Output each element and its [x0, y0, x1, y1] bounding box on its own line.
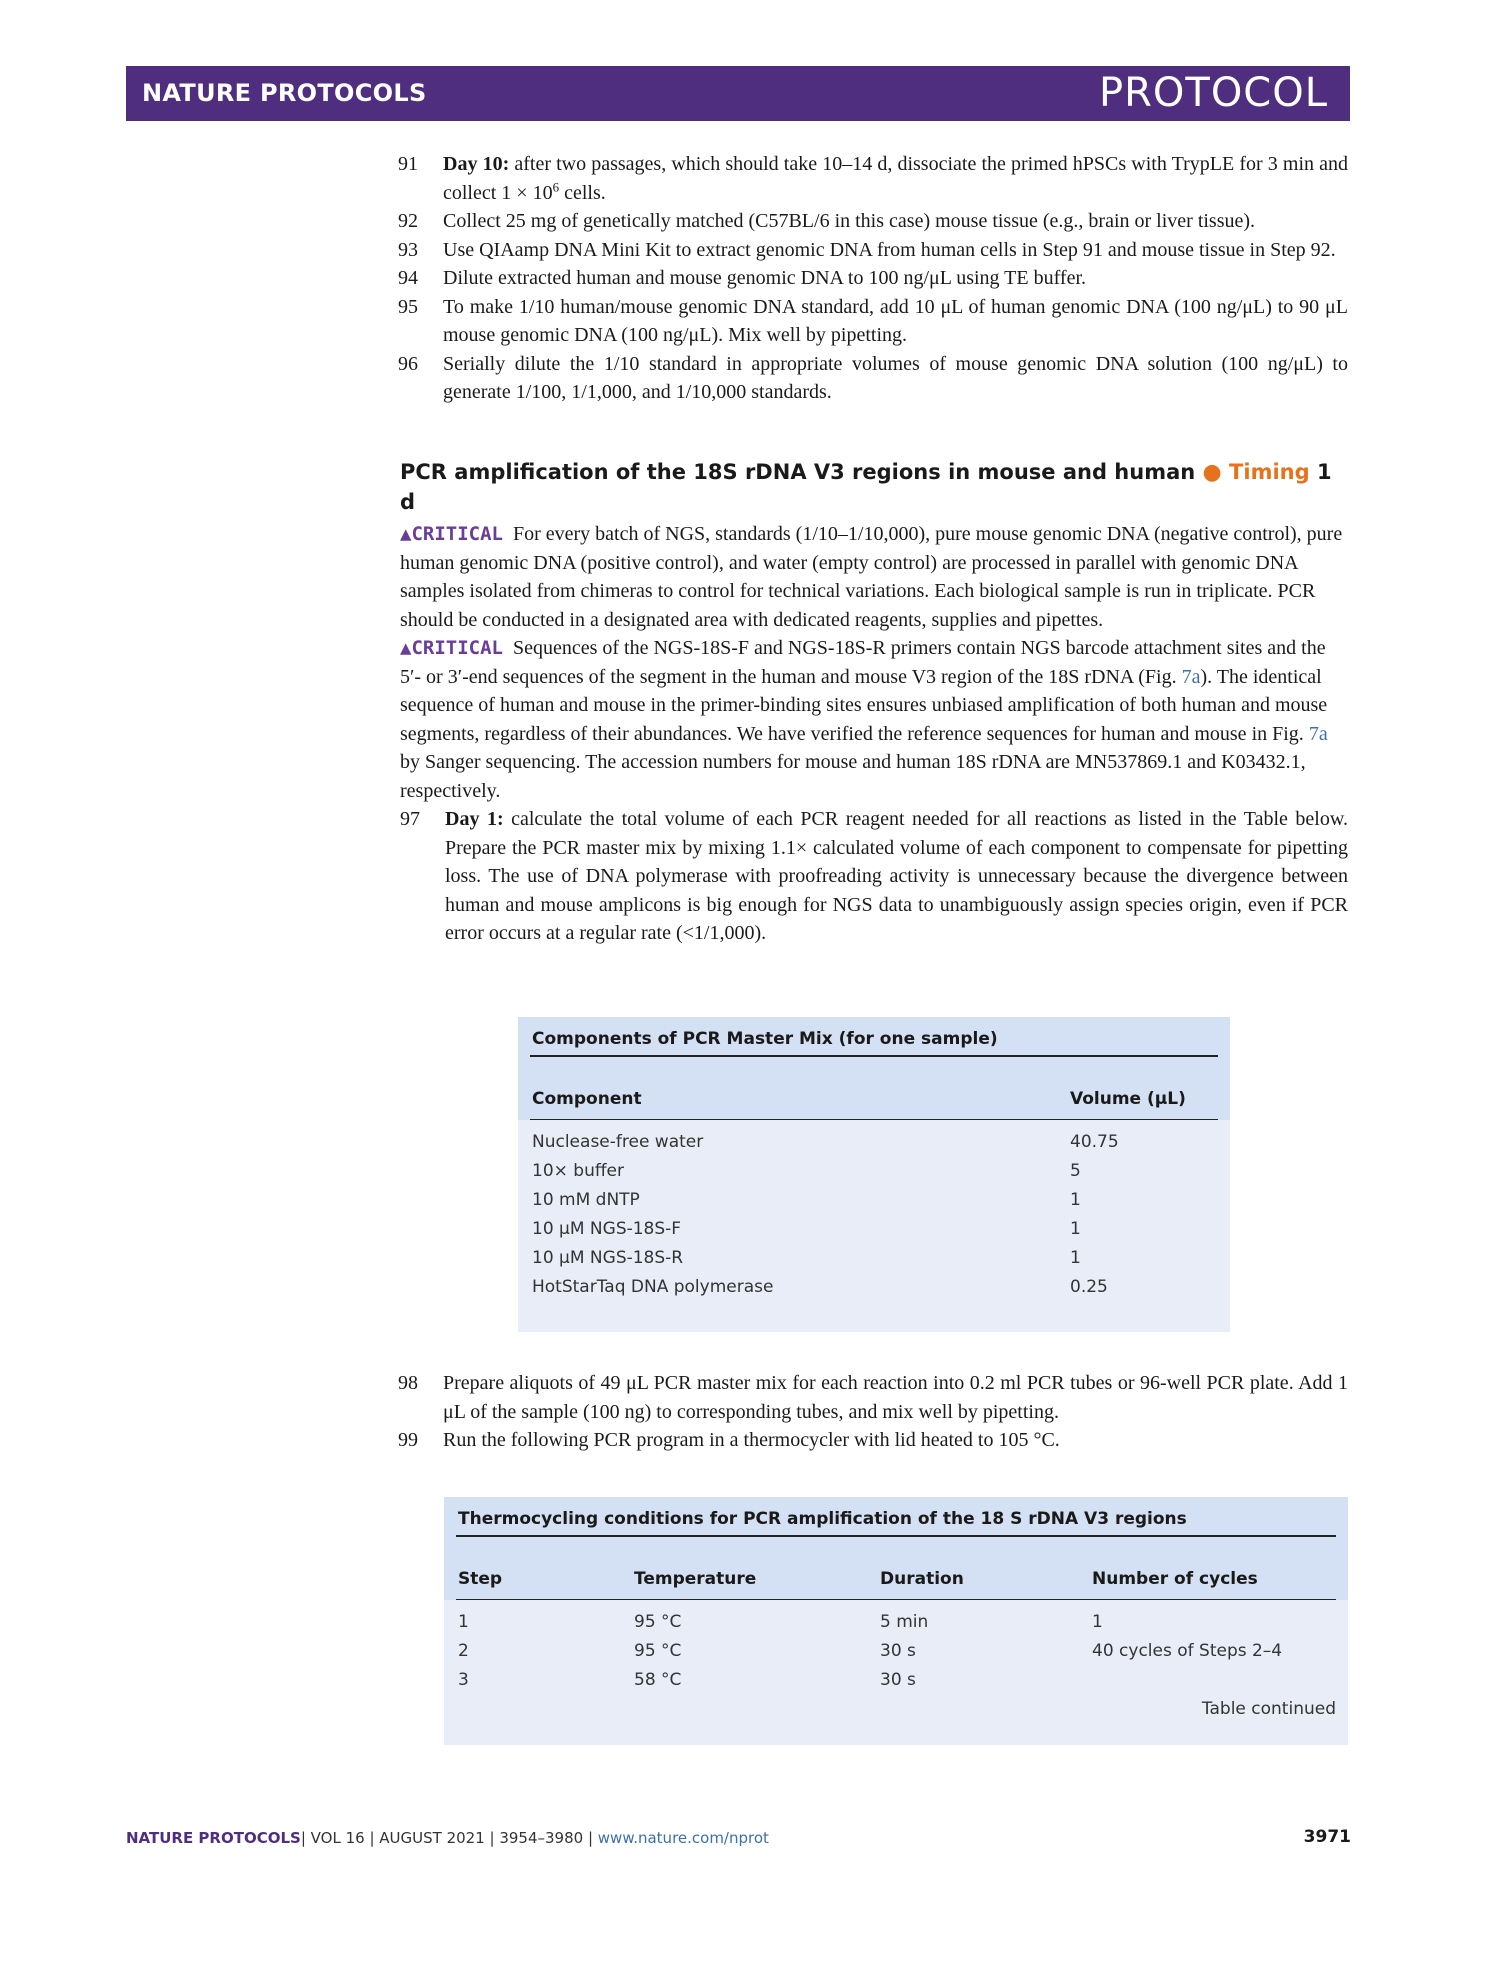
master-mix-table	[518, 1017, 1230, 1332]
table-row: HotStarTaq DNA polymerase 0.25	[532, 1277, 1108, 1297]
figure-link-7a[interactable]: 7a	[1308, 722, 1328, 745]
table-row: 10 μM NGS-18S-F 1	[532, 1219, 1081, 1239]
table-row: 2 95 °C 30 s 40 cycles of Steps 2–4	[458, 1641, 1283, 1661]
column-header: Component	[532, 1089, 642, 1109]
step-96	[398, 350, 1348, 407]
footer-meta: | VOL 16 | AUGUST 2021 | 3954–3980 |	[300, 1829, 598, 1847]
timing-value: 1 d	[400, 460, 1332, 514]
footer-citation	[126, 1829, 769, 1847]
figure-link-7a[interactable]: 7a	[1181, 665, 1201, 688]
critical-note-2: ▲CRITICAL Sequences of the NGS-18S-F and NGS-18S-R primers contain NGS barcode attachment sites and the 5′- or 3′-end sequences of the segment in the human and mouse V3 region of the 18S rDNA (Fig. 7a). The identical sequence of human and mouse in the primer-binding sites ensures unbiased amplification of both human and mouse segments, regardless of their abundances. We have verified the reference sequences for human and mouse in Fig. 7a by Sanger sequencing. The accession numbers for mouse and human 18S rDNA are MN537869.1 and K03432.1, respectively.	[400, 637, 1328, 802]
table-header-row	[530, 1057, 1218, 1120]
table-row: 10× buffer 5	[532, 1161, 1081, 1181]
timing-dot-icon: ●	[1202, 460, 1222, 485]
critical-label: ▲CRITICAL	[400, 523, 503, 545]
table-row: 3 58 °C 30 s	[458, 1670, 916, 1690]
main-content	[398, 150, 1348, 407]
table-row: 10 mM dNTP 1	[532, 1190, 1081, 1210]
step-text: Prepare aliquots of 49 μL PCR master mix for each reaction into 0.2 ml PCR tubes or 96-well PCR plate. Add 1 μL of the sample (100 ng) to corresponding tubes, and mix well by pipetting.	[443, 1372, 1348, 1423]
step-93	[398, 236, 1348, 265]
step-number: 93	[398, 238, 418, 261]
column-header: Temperature	[634, 1569, 757, 1589]
step-number: 99	[398, 1429, 418, 1451]
table-body	[444, 1600, 1348, 1736]
pcr-section	[400, 458, 1348, 948]
step-text: Dilute extracted human and mouse genomic DNA to 100 ng/μL using TE buffer.	[443, 267, 1087, 289]
section-heading: PCR amplification of the 18S rDNA V3 regions in mouse and human ● Timing 1 d	[400, 460, 1332, 514]
step-number: 96	[398, 352, 418, 375]
step-number: 91	[398, 153, 418, 175]
table-continued-note: Table continued	[1201, 1699, 1336, 1719]
journal-header	[126, 66, 1350, 121]
steps-91-96	[398, 150, 1348, 407]
critical-note-1: ▲CRITICAL For every batch of NGS, standards (1/10–1/10,000), pure mouse genomic DNA (negative control), pure human genomic DNA (positive control), and water (empty control) are processed in parallel with genomic DNA samples isolated from chimeras to control for technical variations. Each biological sample is run in triplicate. PCR should be conducted in a designated area with dedicated reagents, supplies and pipettes.	[400, 523, 1343, 631]
timing-label: Timing	[1229, 460, 1310, 484]
column-header: Number of cycles	[1092, 1569, 1258, 1589]
step-92	[398, 207, 1348, 236]
step-number: 94	[398, 267, 418, 289]
step-text: Serially dilute the 1/10 standard in appropriate volumes of mouse genomic DNA solution (100 ng/μL) to generate 1/100, 1/1,000, and 1/10,000 standards.	[443, 352, 1348, 403]
step-number: 95	[398, 295, 418, 318]
step-98	[398, 1369, 1348, 1426]
step-number: 92	[398, 210, 418, 232]
thermocycling-table	[444, 1497, 1348, 1745]
table-title: Thermocycling conditions for PCR amplification of the 18 S rDNA V3 regions	[456, 1497, 1336, 1537]
step-94	[398, 264, 1348, 293]
column-header: Step	[458, 1569, 503, 1589]
critical-label: ▲CRITICAL	[400, 637, 503, 659]
step-day-label: Day 10:	[443, 153, 510, 175]
table-body	[518, 1120, 1230, 1314]
step-91: 91 Day 10: after two passages, which should take 10–14 d, dissociate the primed hPSCs with TrypLE for 3 min and collect $1 \times 10^6$ cells.	[398, 150, 1348, 207]
step-day-label: Day 1:	[445, 808, 504, 830]
steps-98-99	[398, 1369, 1348, 1455]
step-99	[398, 1426, 1348, 1455]
footer-journal: NATURE PROTOCOLS	[126, 1829, 301, 1847]
step-97: 97 Day 1: calculate the total volume of each PCR reagent needed for all reactions as listed in the Table below. Prepare the PCR master mix by mixing 1.1× calculated volume of each component to compensate for pipetting loss. The use of DNA polymerase with proofreading activity is unnecessary because the divergence between human and mouse amplicons is big enough for NGS data to unambiguously assign species origin, even if PCR error occurs at a regular rate (<1/1,000).	[400, 805, 1348, 948]
step-number: 98	[398, 1372, 418, 1394]
step-text: Run the following PCR program in a thermocycler with lid heated to 105 °C.	[443, 1429, 1060, 1451]
footer-url-link[interactable]: www.nature.com/nprot	[597, 1829, 769, 1847]
step-text: Use QIAamp DNA Mini Kit to extract genomic DNA from human cells in Step 91 and mouse tissue in Step 92.	[443, 238, 1336, 261]
table-row: 1 95 °C 5 min 1	[458, 1612, 1103, 1632]
step-95	[398, 293, 1348, 350]
step-text: To make 1/10 human/mouse genomic DNA standard, add 10 μL of human genomic DNA (100 ng/μL) to 90 μL mouse genomic DNA (100 ng/μL). Mix well by pipetting.	[443, 295, 1348, 346]
column-header: Volume (μL)	[1070, 1089, 1186, 1109]
table-row: 10 μM NGS-18S-R 1	[532, 1248, 1081, 1268]
column-header: Duration	[880, 1569, 964, 1589]
page-number: 3971	[1303, 1827, 1351, 1847]
step-text: Collect 25 mg of genetically matched (C57BL/6 in this case) mouse tissue (e.g., brain or liver tissue).	[443, 210, 1256, 232]
table-row: Nuclease-free water 40.75	[532, 1132, 1119, 1152]
step-number: 97	[400, 808, 420, 830]
table-header-row	[456, 1537, 1336, 1600]
table-title: Components of PCR Master Mix (for one sample)	[530, 1017, 1218, 1057]
article-type: PROTOCOL	[1098, 70, 1328, 116]
journal-name: NATURE PROTOCOLS	[142, 79, 427, 107]
